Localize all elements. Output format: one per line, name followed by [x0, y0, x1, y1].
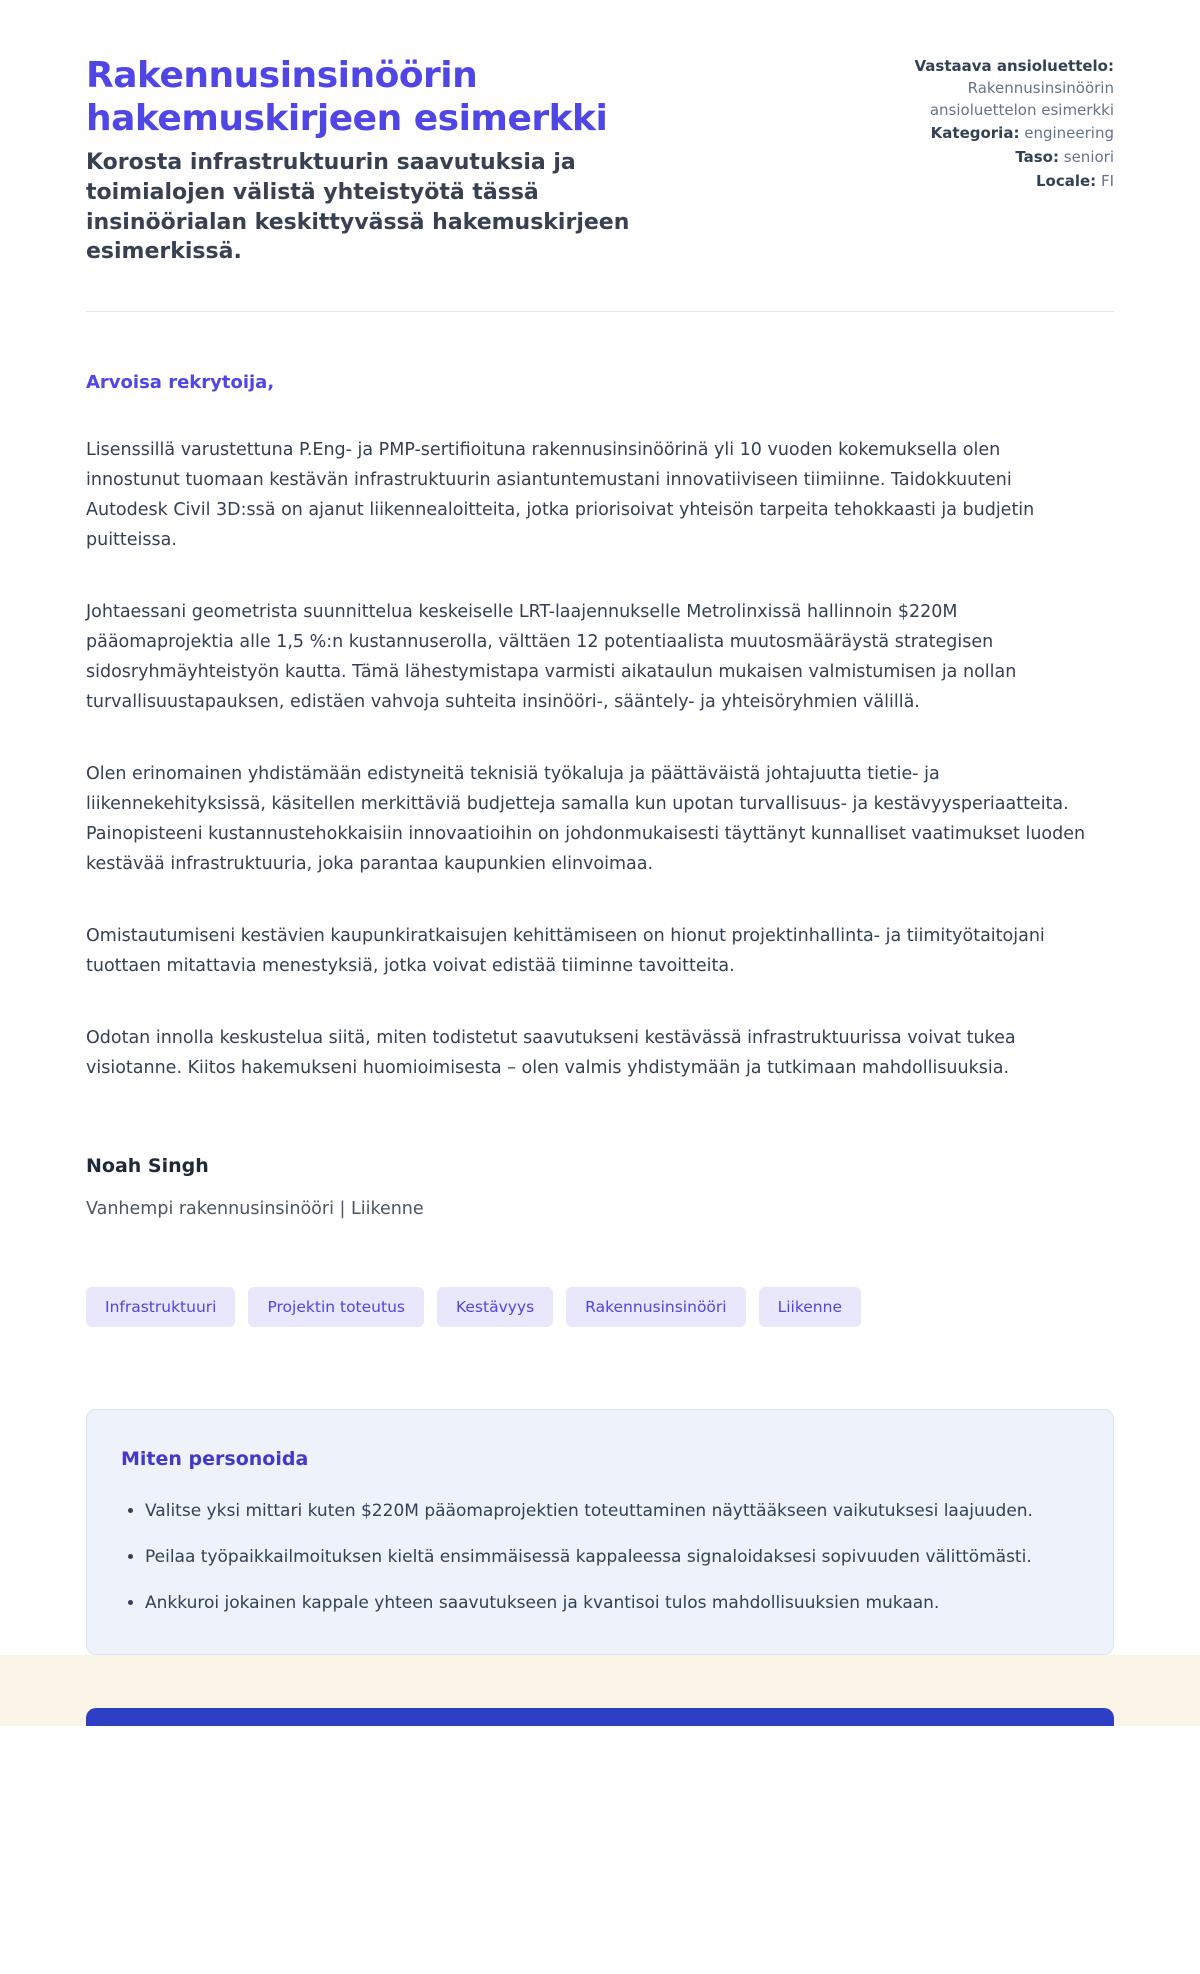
letter-body	[86, 435, 1086, 1083]
page-header	[86, 54, 1114, 267]
meta-label: Kategoria:	[930, 124, 1020, 143]
page-container	[86, 0, 1114, 1655]
tag-chip[interactable]: Kestävyys	[437, 1287, 553, 1327]
tags-row	[86, 1287, 1114, 1327]
tag-chip[interactable]: Rakennusinsinööri	[566, 1287, 745, 1327]
header-title-block	[86, 54, 706, 267]
next-section-background	[0, 1655, 1200, 1726]
letter-paragraph: Johtaessani geometrista suunnittelua keskeiselle LRT-laajennukselle Metrolinxissä hallinnoin $220M pääomaprojektia alle 1,5 %:n kustannuserolla, välttäen 12 potentiaalista muutosmääräystä strategisen sidosryhmäyhteistyön kautta. Tämä lähestymistapa varmisti aikataulun mukaisen valmistumisen ja nollan turvallisuustapauksen, edistäen vahvoja suhteita insinööri-, sääntely- ja yhteisöryhmien välillä.	[86, 602, 1017, 713]
signature-name: Noah Singh	[86, 1155, 209, 1178]
tag-chip[interactable]: Infrastruktuuri	[86, 1287, 235, 1327]
meta-value: FI	[1100, 171, 1114, 190]
personalize-heading: Miten personoida	[121, 1448, 309, 1471]
personalize-box	[86, 1409, 1114, 1655]
document-meta	[874, 54, 1114, 195]
resume-preview-card-top	[86, 1708, 1114, 1726]
letter-paragraph: Omistautumiseni kestävien kaupunkiratkaisujen kehittämiseen on hionut projektinhallinta- ja tiimityötaitojani tuottaen mitattavia menestyksiä, jotka voivat edistää tiiminne tavoitteita.	[86, 926, 1045, 977]
meta-label: Locale:	[1035, 171, 1097, 190]
meta-row	[874, 56, 1114, 121]
header-divider	[86, 311, 1114, 312]
personalize-bullet: • Valitse yksi mittari kuten $220M pääomaprojektien toteuttaminen näyttääkseen vaikutuksesi laajuuden.	[145, 1496, 1075, 1526]
meta-label: Vastaava ansioluettelo:	[914, 57, 1114, 75]
personalize-bullet: • Peilaa työpaikkailmoituksen kieltä ensimmäisessä kappaleessa signaloidaksesi sopivuuden välittömästi.	[145, 1542, 1075, 1572]
meta-row	[874, 171, 1114, 193]
meta-value: Rakennusinsinöörin ansioluettelon esimerkki	[929, 78, 1114, 119]
signature-title: Vanhempi rakennusinsinööri | Liikenne	[86, 1199, 424, 1220]
letter-paragraph: Lisenssillä varustettuna P.Eng- ja PMP-sertifioituna rakennusinsinöörinä yli 10 vuoden kokemuksella olen innostunut tuomaan kestävän infrastruktuurin asiantuntemustani innovatiiviseen tiimiinne. Taidokkuuteni Autodesk Civil 3D:ssä on ajanut liikennealoitteita, jotka priorisoivat yhteisön tarpeita tehokkaasti ja budjetin puitteissa.	[86, 440, 1035, 551]
meta-row	[874, 147, 1114, 169]
letter-paragraph: Odotan innolla keskustelua siitä, miten todistetut saavutukseni kestävässä infrastruktuurissa voivat tukea visiotanne. Kiitos hakemukseni huomioimisesta – olen valmis yhdistymään ja tutkimaan mahdollisuuksia.	[86, 1028, 1016, 1079]
page-subtitle: Korosta infrastruktuurin saavutuksia ja toimialojen välistä yhteistyötä tässä insinöörialan keskittyvässä hakemuskirjeen esimerkissä.	[86, 150, 630, 265]
personalize-bullet: • Ankkuroi jokainen kappale yhteen saavutukseen ja kvantisoi tulos mahdollisuuksien mukaan.	[145, 1588, 1075, 1618]
meta-value: engineering	[1024, 124, 1114, 143]
letter-paragraph: Olen erinomainen yhdistämään edistyneitä teknisiä työkaluja ja päättäväistä johtajuutta tietie- ja liikennekehityksissä, käsitellen merkittäviä budjetteja samalla kun upotan turvallisuus- ja kestävyysperiaatteita. Painopisteeni kustannustehokkaisiin innovaatioihin on johdonmukaisesti täyttänyt kunnalliset vaatimukset luoden kestävää infrastruktuuria, joka parantaa kaupunkien elinvoimaa.	[86, 764, 1086, 875]
meta-label: Taso:	[1015, 148, 1059, 166]
letter-greeting: Arvoisa rekrytoija,	[86, 372, 275, 394]
tag-chip[interactable]: Liikenne	[759, 1287, 861, 1327]
tag-chip[interactable]: Projektin toteutus	[248, 1287, 424, 1327]
meta-value: seniori	[1063, 148, 1114, 166]
meta-row	[874, 123, 1114, 145]
personalize-list	[121, 1496, 1079, 1618]
page-title: Rakennusinsinöörin hakemuskirjeen esimerkki	[86, 55, 608, 140]
